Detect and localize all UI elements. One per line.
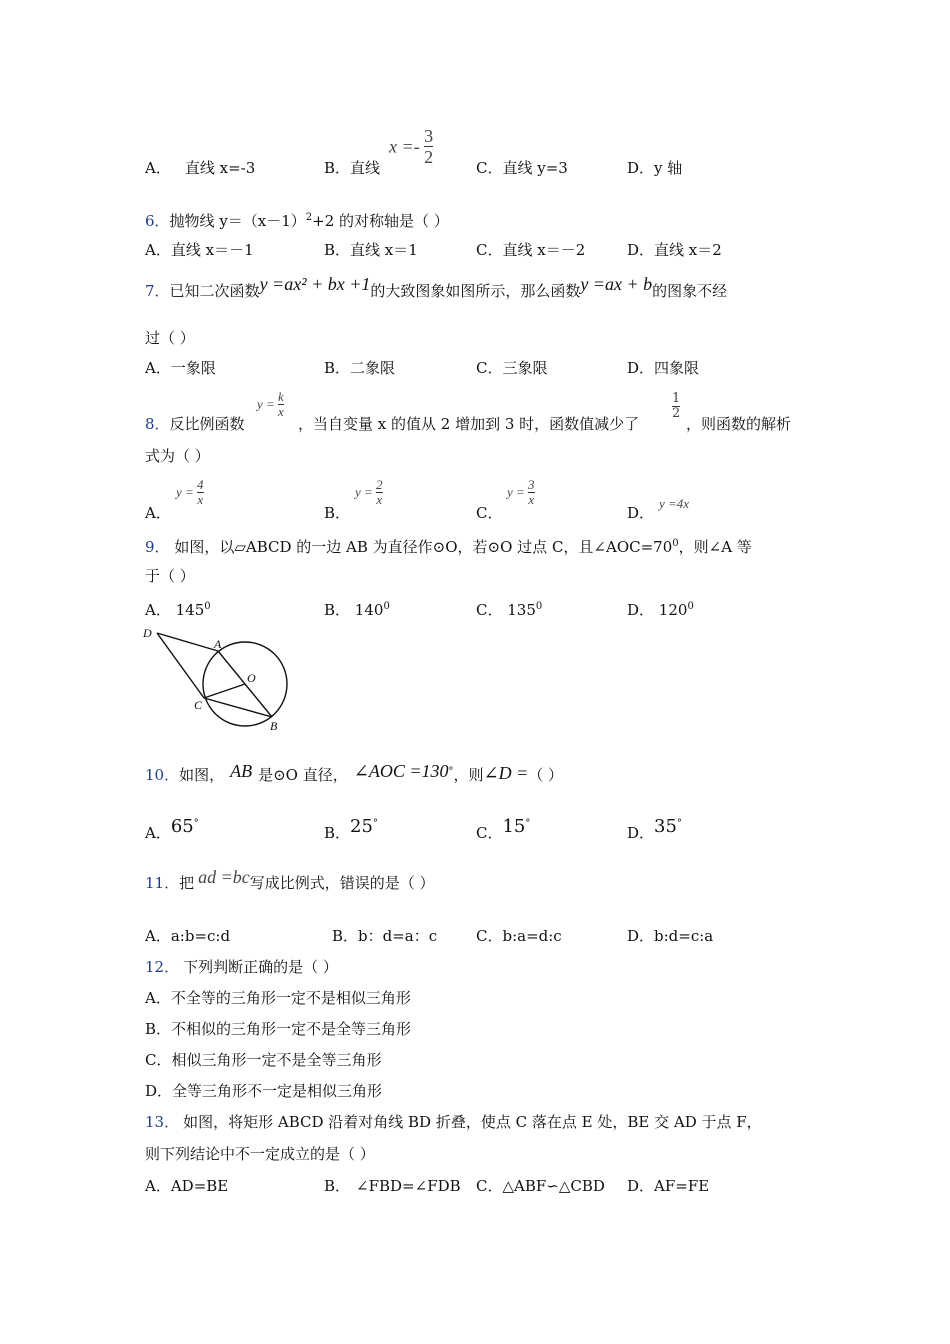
q8-option-a-math: y = $\frac{4}{x}$ [176, 477, 204, 507]
q5-option-b-math: x =- $\frac{3}{2}$ [389, 126, 434, 167]
q10-option-c[interactable]: C．15° [476, 816, 531, 842]
q9-option-c[interactable]: C． $135^0$ [476, 601, 543, 619]
q9-stem: 9． 如图，以▱ABCD 的一边 AB 为直径作⊙O，若⊙O 过点 C，且$\angle AOC=70^0$，则∠A 等 [145, 538, 752, 556]
q8-half-fraction [672, 392, 680, 421]
q8-option-c-math: y = $\frac{3}{x}$ [507, 477, 535, 507]
q5-option-d[interactable]: D．y 轴 [627, 159, 683, 177]
q6-option-d[interactable]: D．直线 x＝2 [627, 241, 722, 259]
q5-option-c[interactable]: C．直线 y=3 [476, 159, 568, 177]
segment-cb [204, 698, 272, 717]
label-b: B [270, 719, 278, 733]
q9-option-d[interactable]: D． $120^0$ [627, 601, 694, 619]
segment-dc [157, 633, 204, 698]
q8-stem-cont: 式为（ ） [145, 447, 210, 465]
q11-stem: 11．把 ad =bc写成比例式，错误的是（ ） [145, 867, 435, 892]
q11-option-c[interactable]: C．b:a=d:c [476, 927, 562, 945]
parallelogram-symbol: ▱ [234, 540, 246, 556]
q13-option-d[interactable]: D．AF=FE [627, 1177, 710, 1195]
q7-option-d[interactable]: D．四象限 [627, 359, 700, 377]
fraction: $\frac{2}{x}$ [376, 477, 383, 507]
q7-stem: 7．已知二次函数y =ax² + bx +1的大致图象如图所示，那么函数y =ax + b的图象不经 [145, 274, 728, 300]
q10-option-d[interactable]: D．35° [627, 816, 682, 842]
q12-stem: 12． 下列判断正确的是（ ） [145, 958, 338, 976]
q6-option-b[interactable]: B．直线 x＝1 [324, 241, 418, 259]
q8-option-b-math: y = $\frac{2}{x}$ [355, 477, 383, 507]
q11-option-b[interactable]: B．b：d=a：c [332, 927, 438, 945]
question-number: 13． [145, 1113, 180, 1131]
fraction: $\frac{3}{x}$ [528, 477, 535, 507]
q8-stem: 8．反比例函数 [145, 415, 245, 433]
q9-option-a[interactable]: A． $145^0$ [145, 601, 211, 619]
q10-stem: 10．如图， AB 是⊙O 直径， ∠AOC =130°，则∠D =（ ） [145, 761, 564, 784]
q13-option-a[interactable]: A．AD=BE [145, 1177, 229, 1195]
fraction: $\frac{1}{2}$ [672, 391, 681, 421]
q8-option-b[interactable]: B． [324, 504, 351, 522]
q12-option-a[interactable]: A．不全等的三角形一定不是相似三角形 [145, 989, 411, 1007]
q11-option-d[interactable]: D．b:d=c:a [627, 927, 714, 945]
q13-stem: 13． 如图，将矩形 ABCD 沿着对角线 BD 折叠，使点 C 落在点 E 处，BE 交 AD 于点 F， [145, 1113, 762, 1131]
q13-stem-cont: 则下列结论中不一定成立的是（ ） [145, 1145, 375, 1163]
q8-option-c[interactable]: C． [476, 504, 503, 522]
segment-da [157, 633, 218, 651]
q11-option-a[interactable]: A．a:b=c:d [145, 927, 231, 945]
fraction: $\frac{k}{x}$ [278, 389, 284, 419]
q10-option-a[interactable]: A．65° [145, 816, 199, 842]
label-a: A [214, 637, 222, 651]
question-number: 6． [145, 212, 170, 230]
q9-option-b[interactable]: B． $140^0$ [324, 601, 390, 619]
question-number: 9． [145, 538, 170, 556]
q8-function-k-over-x: y = $\frac{k}{x}$ [257, 389, 284, 419]
q12-option-c[interactable]: C．相似三角形一定不是全等三角形 [145, 1051, 382, 1069]
label-d: D [143, 626, 152, 640]
q8-option-d-math: y =4x [659, 496, 690, 511]
q7-option-b[interactable]: B．二象限 [324, 359, 396, 377]
q8-stem-end: ，则函数的解析 [686, 415, 792, 433]
q6-option-c[interactable]: C．直线 x＝－2 [476, 241, 586, 259]
question-number: 8． [145, 415, 170, 433]
q10-option-b[interactable]: B．25° [324, 816, 378, 842]
label-c: C [194, 698, 203, 712]
q12-option-b[interactable]: B．不相似的三角形一定不是全等三角形 [145, 1020, 412, 1038]
q8-option-a[interactable]: A． [145, 504, 171, 522]
q9-circle-figure [140, 622, 300, 734]
segment-oc [204, 684, 245, 698]
label-o: O [247, 671, 256, 685]
q6-stem: 6．抛物线 $y=(x-1)^2+2$ 的对称轴是（ ） [145, 212, 449, 230]
q12-option-d[interactable]: D．全等三角形不一定是相似三角形 [145, 1082, 383, 1100]
q7-stem-cont: 过（ ） [145, 329, 195, 347]
q9-stem-cont: 于（ ） [145, 567, 195, 585]
question-number: 11． [145, 874, 180, 892]
q13-option-b[interactable]: B． ∠FBD=∠FDB [324, 1177, 461, 1195]
q7-option-c[interactable]: C．三象限 [476, 359, 548, 377]
question-number: 12． [145, 958, 180, 976]
q5-option-b[interactable]: B．直线 [324, 159, 381, 177]
fraction: $\frac{4}{x}$ [197, 477, 204, 507]
q8-stem-mid: ，当自变量 x 的值从 2 增加到 3 时，函数值减少了 [298, 415, 640, 433]
q8-option-d[interactable]: D． [627, 504, 655, 522]
question-number: 10． [145, 766, 180, 784]
q13-option-c[interactable]: C．△ABF∽△CBD [476, 1177, 605, 1195]
quadratic-function: y =ax² + bx +1 [259, 274, 371, 294]
linear-function: y =ax + b [580, 274, 653, 294]
question-number: 7． [145, 282, 170, 300]
fraction: $\frac{3}{2}$ [424, 126, 434, 167]
q7-option-a[interactable]: A．一象限 [145, 359, 216, 377]
q5-option-a[interactable]: A． 直线 x=-3 [145, 159, 256, 177]
q6-option-a[interactable]: A．直线 x＝－1 [145, 241, 254, 259]
